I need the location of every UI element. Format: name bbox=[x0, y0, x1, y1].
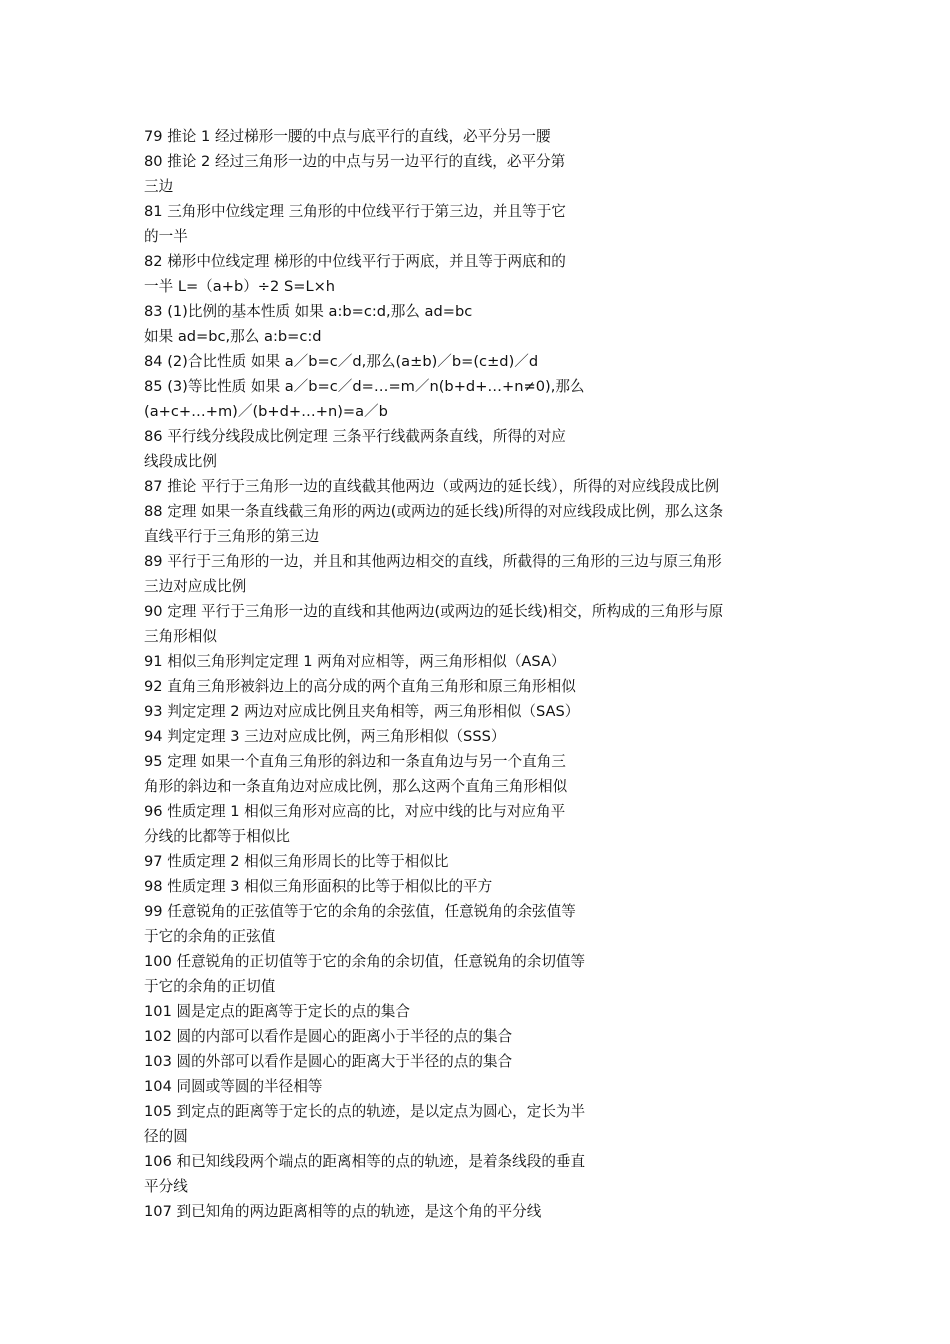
text-line: 88 定理 如果一条直线截三角形的两边(或两边的延长线)所得的对应线段成比例，那么这条 bbox=[144, 503, 724, 520]
text-line: 100 任意锐角的正切值等于它的余角的余切值，任意锐角的余切值等 bbox=[144, 953, 586, 970]
text-line: 107 到已知角的两边距离相等的点的轨迹，是这个角的平分线 bbox=[144, 1203, 542, 1220]
text-line: 104 同圆或等圆的半径相等 bbox=[144, 1078, 323, 1095]
text-line: 一半 L=（a+b）÷2 S=L×h bbox=[144, 278, 336, 295]
text-line: 三边对应成比例 bbox=[144, 578, 247, 595]
text-line: 99 任意锐角的正弦值等于它的余角的余弦值，任意锐角的余弦值等 bbox=[144, 903, 576, 920]
text-line: 103 圆的外部可以看作是圆心的距离大于半径的点的集合 bbox=[144, 1053, 513, 1070]
text-line: 80 推论 2 经过三角形一边的中点与另一边平行的直线，必平分第 bbox=[144, 153, 566, 170]
text-line: 直线平行于三角形的第三边 bbox=[144, 528, 320, 545]
text-line: 92 直角三角形被斜边上的高分成的两个直角三角形和原三角形相似 bbox=[144, 678, 576, 695]
text-line: 90 定理 平行于三角形一边的直线和其他两边(或两边的延长线)相交，所构成的三角形与原 bbox=[144, 603, 724, 620]
text-line: 79 推论 1 经过梯形一腰的中点与底平行的直线，必平分另一腰 bbox=[144, 128, 551, 145]
text-line: 98 性质定理 3 相似三角形面积的比等于相似比的平方 bbox=[144, 878, 493, 895]
text-line: 于它的余角的正切值 bbox=[144, 978, 276, 995]
text-line: 平分线 bbox=[144, 1178, 188, 1195]
text-line: 线段成比例 bbox=[144, 453, 217, 470]
text-line: 87 推论 平行于三角形一边的直线截其他两边（或两边的延长线），所得的对应线段成比例 bbox=[144, 478, 720, 495]
text-line: 83 (1)比例的基本性质 如果 a:b=c:d,那么 ad=bc bbox=[144, 303, 473, 320]
text-line: 85 (3)等比性质 如果 a／b=c／d=…=m／n(b+d+…+n≠0),那么 bbox=[144, 378, 585, 395]
text-line: 86 平行线分线段成比例定理 三条平行线截两条直线，所得的对应 bbox=[144, 428, 566, 445]
text-line: 三边 bbox=[144, 178, 174, 195]
text-line: 94 判定定理 3 三边对应成比例，两三角形相似（SSS） bbox=[144, 728, 506, 745]
text-line: 84 (2)合比性质 如果 a／b=c／d,那么(a±b)／b=(c±d)／d bbox=[144, 353, 539, 370]
text-line: 105 到定点的距离等于定长的点的轨迹，是以定点为圆心，定长为半 bbox=[144, 1103, 586, 1120]
text-line: 97 性质定理 2 相似三角形周长的比等于相似比 bbox=[144, 853, 449, 870]
text-line: (a+c+…+m)／(b+d+…+n)=a／b bbox=[144, 403, 388, 420]
text-line: 角形的斜边和一条直角边对应成比例，那么这两个直角三角形相似 bbox=[144, 778, 568, 795]
text-line: 93 判定定理 2 两边对应成比例且夹角相等，两三角形相似（SAS） bbox=[144, 703, 580, 720]
text-line: 106 和已知线段两个端点的距离相等的点的轨迹，是着条线段的垂直 bbox=[144, 1153, 586, 1170]
text-line: 如果 ad=bc,那么 a:b=c:d bbox=[144, 328, 322, 345]
text-line: 于它的余角的正弦值 bbox=[144, 928, 276, 945]
text-line: 101 圆是定点的距离等于定长的点的集合 bbox=[144, 1003, 410, 1020]
text-line: 95 定理 如果一个直角三角形的斜边和一条直角边与另一个直角三 bbox=[144, 753, 566, 770]
text-line: 分线的比都等于相似比 bbox=[144, 828, 290, 845]
text-line: 的一半 bbox=[144, 228, 188, 245]
text-line: 径的圆 bbox=[144, 1128, 188, 1145]
text-line: 89 平行于三角形的一边，并且和其他两边相交的直线，所截得的三角形的三边与原三角形 bbox=[144, 553, 722, 570]
document-body bbox=[144, 124, 824, 1224]
text-line: 102 圆的内部可以看作是圆心的距离小于半径的点的集合 bbox=[144, 1028, 513, 1045]
text-line: 82 梯形中位线定理 梯形的中位线平行于两底，并且等于两底和的 bbox=[144, 253, 566, 270]
text-line: 96 性质定理 1 相似三角形对应高的比，对应中线的比与对应角平 bbox=[144, 803, 566, 820]
text-line: 三角形相似 bbox=[144, 628, 217, 645]
text-line: 81 三角形中位线定理 三角形的中位线平行于第三边，并且等于它 bbox=[144, 203, 566, 220]
text-line: 91 相似三角形判定定理 1 两角对应相等，两三角形相似（ASA） bbox=[144, 653, 566, 670]
